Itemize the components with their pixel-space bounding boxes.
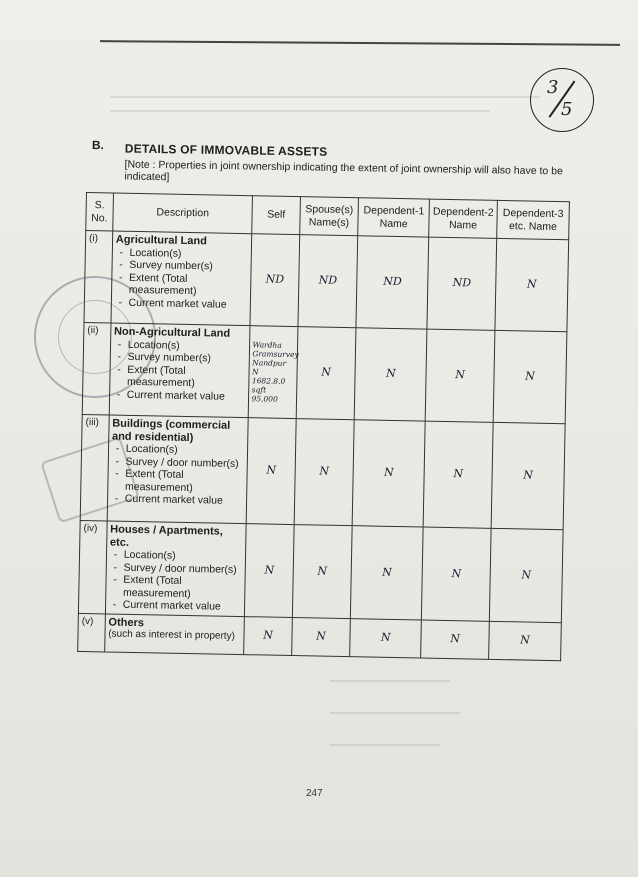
self-value-line: Nandpur	[252, 358, 287, 368]
row-item: - Location(s)	[118, 338, 247, 353]
row-category: Non-Agricultural Land	[113, 325, 231, 340]
cell-dependent-1: N	[350, 618, 422, 657]
table-row	[82, 322, 567, 423]
row-item: - Extent (Total measurement)	[117, 363, 246, 390]
row-sno: (iii)	[80, 414, 109, 520]
row-sno: (iv)	[78, 520, 106, 613]
row-item: - Current market value	[113, 599, 242, 614]
page-marker-circle	[530, 68, 594, 132]
row-sno: (ii)	[82, 322, 110, 414]
row-item: - Location(s)	[114, 549, 243, 564]
cell-dependent-3: N	[495, 238, 569, 331]
row-sno: (v)	[78, 613, 105, 652]
cell-dependent-1: ND	[356, 236, 429, 329]
header-description: Description	[112, 193, 252, 234]
cell-self: N	[244, 616, 292, 655]
row-category: Others	[108, 616, 145, 629]
row-category: Houses / Apartments, etc.	[109, 523, 224, 549]
row-description	[111, 231, 252, 326]
table-row	[80, 414, 565, 529]
cell-dependent-3: N	[491, 422, 565, 529]
table-row	[84, 231, 569, 332]
cell-self: N	[245, 524, 294, 617]
row-item: - Location(s)	[116, 443, 245, 458]
row-subnote: (such as interest in property)	[108, 628, 236, 642]
cell-dependent-2: N	[423, 421, 493, 528]
bleed-through-line	[330, 712, 460, 714]
page-number: 247	[306, 788, 323, 799]
row-item: - Survey number(s)	[117, 351, 246, 366]
cell-dependent-2: N	[425, 329, 495, 422]
cell-spouse: N	[296, 327, 356, 420]
row-category: Buildings (commercial and residential)	[111, 417, 231, 444]
row-item: - Location(s)	[119, 246, 248, 261]
cell-dependent-1: N	[351, 526, 424, 620]
row-description	[104, 613, 244, 654]
header-dependent-2: Dependent-2 Name	[429, 199, 498, 238]
section-title: DETAILS OF IMMOVABLE ASSETS	[124, 141, 328, 159]
row-description	[109, 323, 250, 418]
self-value-line: sqft	[251, 385, 267, 395]
self-value-line: 1682.8.0	[251, 376, 286, 386]
table-row	[78, 520, 563, 622]
header-sno: S. No.	[86, 193, 113, 232]
cell-self: N	[247, 418, 296, 525]
row-item: - Current market value	[117, 388, 246, 403]
self-value-line: 95,000	[251, 394, 278, 404]
row-item: - Extent (Total measurement)	[113, 574, 242, 601]
cell-dependent-3: N	[489, 621, 562, 660]
header-spouse: Spouse(s) Name(s)	[299, 197, 358, 236]
row-item: - Extent (Total measurement)	[119, 271, 248, 298]
cell-spouse: N	[291, 617, 350, 656]
bleed-through-line	[330, 744, 440, 746]
row-category: Agricultural Land	[115, 233, 207, 248]
header-dependent-3: Dependent-3 etc. Name	[497, 200, 570, 239]
row-item: - Survey / door number(s)	[115, 455, 244, 470]
cell-spouse: N	[294, 419, 355, 526]
row-item: - Current market value	[118, 296, 247, 311]
section-heading	[91, 138, 592, 184]
self-value-line: Wardha	[252, 340, 282, 350]
cell-dependent-2: N	[422, 527, 492, 621]
cell-dependent-3: N	[493, 330, 567, 423]
cell-dependent-2: ND	[427, 237, 497, 330]
cell-self: ND	[250, 234, 299, 327]
row-item: - Extent (Total measurement)	[115, 468, 244, 495]
row-item: - Survey / door number(s)	[113, 561, 242, 576]
page-marker-bottom: 5	[561, 99, 573, 120]
bleed-through-line	[330, 680, 450, 682]
row-description	[107, 415, 249, 524]
self-value-line: N	[251, 367, 259, 377]
section-note: [Note : Properties in joint ownership indicating the extent of joint ownership will also have to be indicated]	[124, 158, 563, 184]
header-dependent-1: Dependent-1 Name	[358, 198, 430, 237]
header-self: Self	[252, 196, 300, 235]
bleed-through-line	[110, 110, 490, 112]
self-value-line: Gramsurvey	[252, 349, 299, 360]
cell-spouse: ND	[298, 235, 358, 328]
immovable-assets-table	[77, 192, 570, 661]
row-sno: (i)	[84, 231, 112, 323]
page-marker-top: 3	[547, 77, 559, 98]
cell-spouse: N	[292, 525, 352, 619]
cell-dependent-1: N	[352, 420, 425, 527]
row-item: - Survey number(s)	[119, 259, 248, 274]
cell-dependent-3: N	[489, 528, 563, 622]
table-row	[78, 613, 562, 660]
top-rule	[100, 40, 620, 46]
row-item: - Current market value	[115, 493, 244, 508]
row-description	[105, 521, 247, 616]
cell-dependent-1: N	[354, 328, 427, 421]
section-letter: B.	[91, 138, 104, 153]
cell-self	[249, 326, 298, 419]
bleed-through-line	[110, 96, 540, 98]
cell-dependent-2: N	[421, 620, 490, 659]
